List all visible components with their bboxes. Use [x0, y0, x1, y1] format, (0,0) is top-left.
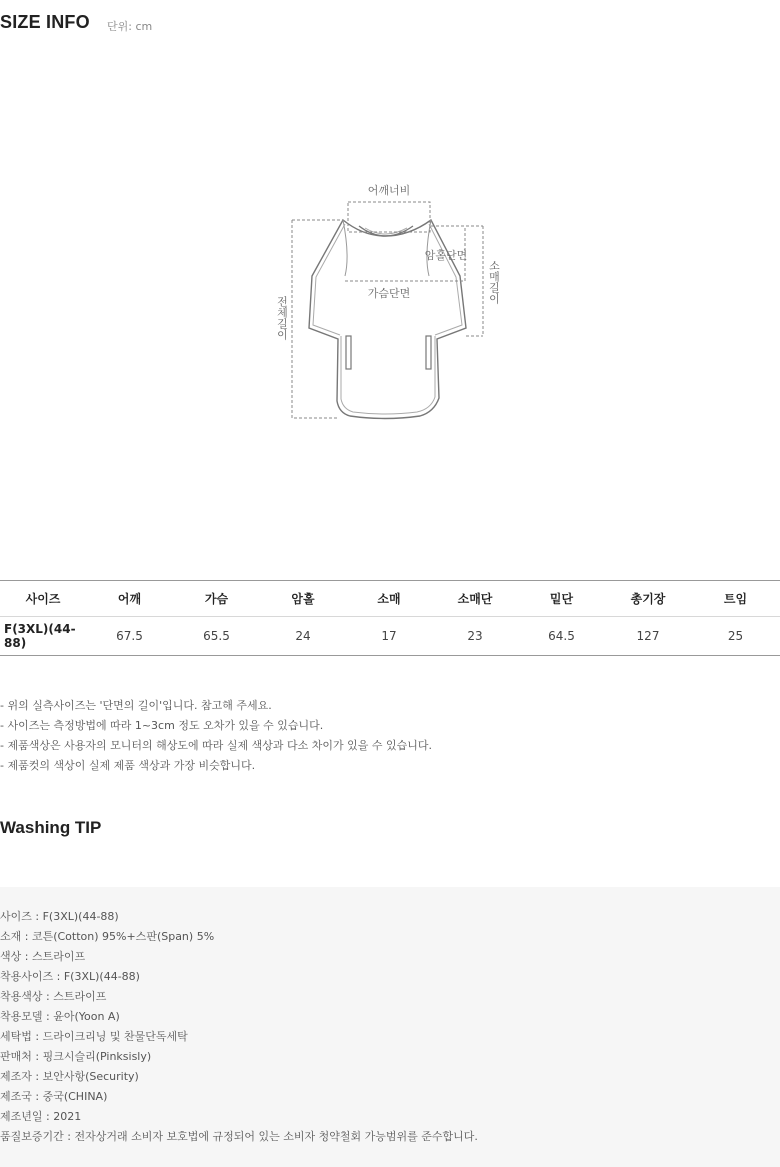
table-row [0, 617, 780, 656]
col-header-size: 사이즈 [0, 581, 86, 617]
cell-hem: 64.5 [518, 617, 605, 656]
info-seller: 판매처 : 핑크시슬리(Pinksisly) [0, 1050, 152, 1063]
info-warranty: 품질보증기간 : 전자상거래 소비자 보호법에 규정되어 있는 소비자 청약철회 가능범위를 준수합니다. [0, 1130, 478, 1143]
info-worn-size: 착용사이즈 : F(3XL)(44-88) [0, 970, 140, 983]
cell-total-length: 127 [605, 617, 691, 656]
note-item: - 사이즈는 측정방법에 따라 1~3cm 정도 오차가 있을 수 있습니다. [0, 719, 324, 732]
cell-sleeve: 17 [346, 617, 432, 656]
info-manufacturer: 제조자 : 보안사항(Security) [0, 1070, 139, 1083]
armhole-label: 암홀단면 [424, 249, 468, 262]
col-header-sleeve-hem: 소매단 [432, 581, 518, 617]
info-year: 제조년일 : 2021 [0, 1110, 82, 1123]
col-header-slit: 트임 [691, 581, 780, 617]
product-info-box [0, 887, 780, 1167]
sleeve-length-label: 소매길이 [487, 260, 501, 304]
unit-label: 단위: cm [107, 20, 153, 33]
info-material: 소재 : 코튼(Cotton) 95%+스판(Span) 5% [0, 930, 215, 943]
col-header-total-length: 총기장 [605, 581, 691, 617]
total-length-label: 전체길이 [275, 296, 289, 340]
chest-width-label: 가슴단면 [367, 287, 411, 300]
cell-shoulder: 67.5 [86, 617, 173, 656]
size-info-title: SIZE INFO [0, 12, 90, 32]
garment-size-diagram [255, 176, 515, 426]
col-header-chest: 가슴 [173, 581, 260, 617]
note-item: - 위의 실측사이즈는 '단면의 길이'입니다. 참고해 주세요. [0, 699, 272, 712]
info-color: 색상 : 스트라이프 [0, 950, 86, 963]
info-size: 사이즈 : F(3XL)(44-88) [0, 910, 119, 923]
col-header-shoulder: 어깨 [86, 581, 173, 617]
size-table [0, 580, 780, 656]
product-info-list [0, 907, 478, 1147]
size-notes [0, 696, 432, 776]
info-country: 제조국 : 중국(CHINA) [0, 1090, 108, 1103]
col-header-armhole: 암홀 [260, 581, 346, 617]
cell-chest: 65.5 [173, 617, 260, 656]
cell-sleeve-hem: 23 [432, 617, 518, 656]
info-worn-color: 착용색상 : 스트라이프 [0, 990, 107, 1003]
info-model: 착용모델 : 윤아(Yoon A) [0, 1010, 120, 1023]
info-washing: 세탁법 : 드라이크리닝 및 찬물단독세탁 [0, 1030, 188, 1043]
col-header-hem: 밑단 [518, 581, 605, 617]
dress-illustration [255, 176, 515, 426]
note-item: - 제품컷의 색상이 실제 제품 색상과 가장 비슷합니다. [0, 759, 256, 772]
cell-armhole: 24 [260, 617, 346, 656]
washing-tip-title: Washing TIP [0, 818, 102, 837]
col-header-sleeve: 소매 [346, 581, 432, 617]
note-item: - 제품색상은 사용자의 모니터의 해상도에 따라 실제 색상과 다소 차이가 있을 수 있습니다. [0, 739, 432, 752]
cell-slit: 25 [691, 617, 780, 656]
shoulder-width-label: 어깨너비 [367, 184, 411, 197]
size-table-header-row [0, 581, 780, 617]
cell-size: F(3XL)(44-88) [0, 617, 86, 656]
